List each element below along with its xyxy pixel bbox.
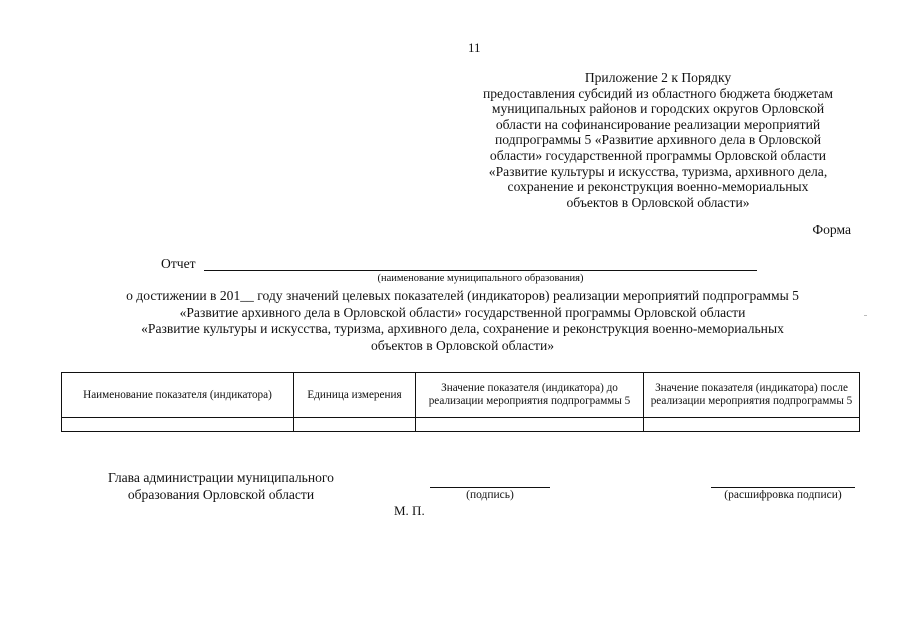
appendix-line: подпрограммы 5 «Развитие архивного дела в Орловской [494, 132, 822, 148]
head-line: образования Орловской области [127, 487, 315, 502]
municipality-hint: (наименование муниципального образования) [377, 273, 584, 284]
page-number: 11 [468, 40, 481, 55]
municipality-field-line[interactable] [204, 270, 757, 271]
appendix-line: объектов в Орловской области» [566, 194, 750, 210]
signature-caption: (подпись) [466, 489, 514, 501]
indicators-table [61, 372, 860, 432]
column-header-value-before: Значение показателя (индикатора) до реализации мероприятия подпрограммы 5 [416, 373, 644, 418]
report-purpose [40, 288, 885, 354]
stamp-place-label: М. П. [394, 503, 425, 518]
appendix-line: предоставления субсидий из областного бюджета бюджетам [482, 85, 834, 101]
appendix-header [458, 70, 858, 210]
scan-mark [864, 315, 867, 316]
signature-line[interactable] [430, 487, 550, 488]
column-header-value-after: Значение показателя (индикатора) после реализации мероприятия подпрограммы 5 [644, 373, 860, 418]
appendix-line: «Развитие культуры и искусства, туризма, архивного дела, [488, 163, 828, 179]
column-header-indicator-name: Наименование показателя (индикатора) [62, 373, 294, 418]
appendix-line: муниципальных районов и городских округов Орловской [491, 101, 825, 117]
appendix-line: сохранение и реконструкция военно-мемориальных [507, 179, 809, 195]
appendix-line: области» государственной программы Орловской области [489, 147, 827, 163]
signature-decoding-line[interactable] [711, 487, 855, 488]
table-row [62, 418, 860, 432]
appendix-line: области на софинансирование реализации мероприятий [495, 116, 821, 132]
purpose-line: «Развитие архивного дела в Орловской области» государственной программы Орловской области [179, 304, 746, 320]
form-label: Форма [812, 222, 851, 237]
table-cell[interactable] [62, 418, 294, 432]
table-cell[interactable] [294, 418, 416, 432]
report-label: Отчет [161, 256, 196, 271]
table-cell[interactable] [416, 418, 644, 432]
purpose-line: «Развитие культуры и искусства, туризма, архивного дела, сохранение и реконструкция военно-мемориальных [141, 321, 784, 337]
purpose-line: о достижении в 201__ году значений целевых показателей (индикаторов) реализации мероприятий подпрограммы 5 [126, 288, 799, 303]
appendix-line: Приложение 2 к Порядку [584, 70, 732, 85]
purpose-line: объектов в Орловской области» [370, 337, 555, 353]
signature-decoding-caption: (расшифровка подписи) [724, 489, 842, 501]
head-line: Глава администрации муниципального [108, 470, 334, 485]
column-header-unit: Единица измерения [294, 373, 416, 418]
table-header-row [62, 373, 860, 418]
head-of-administration [96, 469, 346, 503]
table-cell[interactable] [644, 418, 860, 432]
